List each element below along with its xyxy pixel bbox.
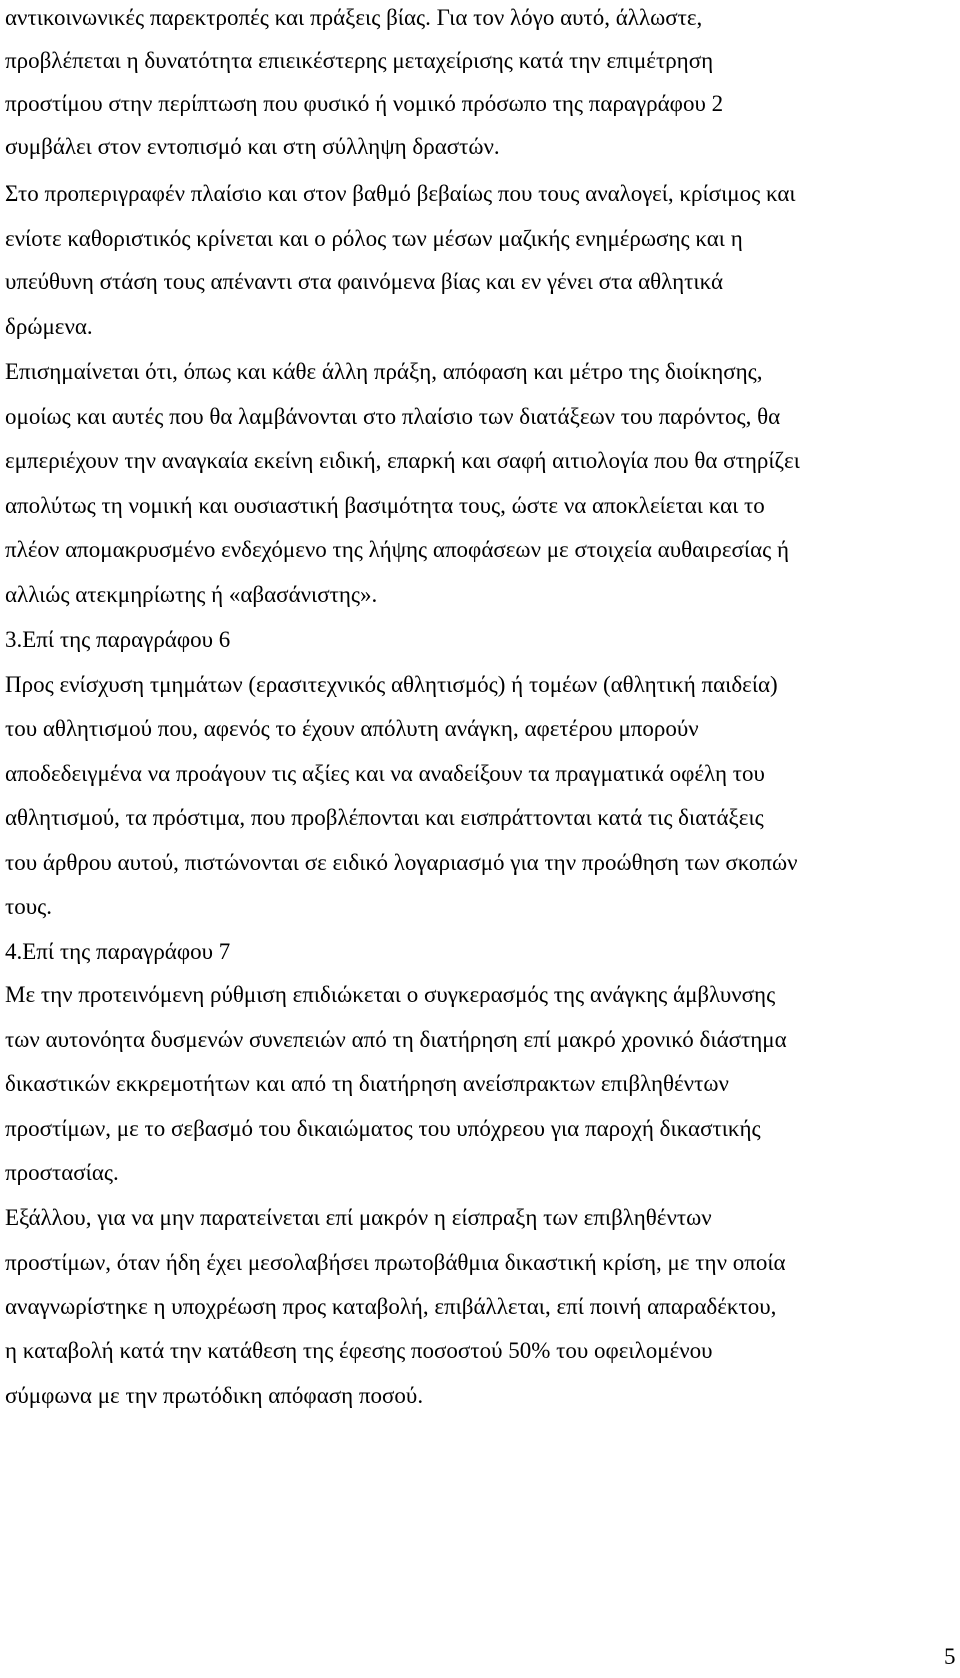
text-line: αλλιώς ατεκμηρίωτης ή «αβασάνιστης». [5,582,378,607]
text-line: δρώμενα. [5,314,93,339]
text-line: αναγνωρίστηκε η υποχρέωση προς καταβολή, επιβάλλεται, επί ποινή απαραδέκτου, [5,1294,777,1319]
text-line: απολύτως τη νομική και ουσιαστική βασιμότητα τους, ώστε να αποκλείεται και το [5,493,765,518]
text-line: του άρθρου αυτού, πιστώνονται σε ειδικό λογαριασμό για την προώθηση των σκοπών [5,850,798,875]
text-line: εμπεριέχουν την αναγκαία εκείνη ειδική, επαρκή και σαφή αιτιολογία που θα στηρίζει [5,448,800,473]
text-line: αποδεδειγμένα να προάγουν τις αξίες και να αναδείξουν τα πραγματικά οφέλη του [5,761,765,786]
text-line: προστίμων, όταν ήδη έχει μεσολαβήσει πρωτοβάθμια δικαστική κρίση, με την οποία [5,1250,786,1275]
text-line: αντικοινωνικές παρεκτροπές και πράξεις βίας. Για τον λόγο αυτό, άλλωστε, [5,5,703,30]
text-line: πλέον απομακρυσμένο ενδεχόμενο της λήψης αποφάσεων με στοιχεία αυθαιρεσίας ή [5,537,789,562]
text-line: ομοίως και αυτές που θα λαμβάνονται στο πλαίσιο των διατάξεων του παρόντος, θα [5,404,781,429]
text-line: Επισημαίνεται ότι, όπως και κάθε άλλη πράξη, απόφαση και μέτρο της διοίκησης, [5,359,763,384]
text-line: προστίμου στην περίπτωση που φυσικό ή νομικό πρόσωπο της παραγράφου 2 [5,91,724,116]
text-line: αθλητισμού, τα πρόστιμα, που προβλέπονται και εισπράττονται κατά τις διατάξεις [5,805,764,830]
section-heading: 3.Επί της παραγράφου 6 [5,627,231,652]
text-line: συμβάλει στον εντοπισμό και στη σύλληψη δραστών. [5,134,500,159]
text-line: σύμφωνα με την πρωτόδικη απόφαση ποσού. [5,1383,424,1408]
text-line: Προς ενίσχυση τμημάτων (ερασιτεχνικός αθλητισμός) ή τομέων (αθλητική παιδεία) [5,672,778,697]
text-line: προστίμων, με το σεβασμό του δικαιώματος του υπόχρεου για παροχή δικαστικής [5,1116,761,1141]
text-line: Με την προτεινόμενη ρύθμιση επιδιώκεται ο συγκερασμός της ανάγκης άμβλυνσης [5,982,776,1007]
text-line: προστασίας. [5,1160,119,1185]
text-line: των αυτονόητα δυσμενών συνεπειών από τη διατήρηση επί μακρό χρονικό διάστημα [5,1027,787,1052]
text-line: Στο προπεριγραφέν πλαίσιο και στον βαθμό βεβαίως που τους αναλογεί, κρίσιμος και [5,181,796,206]
text-line: ενίοτε καθοριστικός κρίνεται και ο ρόλος των μέσων μαζικής ενημέρωσης και η [5,226,743,251]
text-line: η καταβολή κατά την κατάθεση της έφεσης ποσοστού 50% του οφειλομένου [5,1338,713,1363]
text-line: υπεύθυνη στάση τους απέναντι στα φαινόμενα βίας και εν γένει στα αθλητικά [5,269,724,294]
page-number: 5 [944,1644,956,1669]
text-line: του αθλητισμού που, αφενός το έχουν απόλυτη ανάγκη, αφετέρου μπορούν [5,716,699,741]
text-line: προβλέπεται η δυνατότητα επιεικέστερης μεταχείρισης κατά την επιμέτρηση [5,48,714,73]
text-line: δικαστικών εκκρεμοτήτων και από τη διατήρηση ανείσπρακτων επιβληθέντων [5,1071,729,1096]
text-line: Εξάλλου, για να μην παρατείνεται επί μακρόν η είσπραξη των επιβληθέντων [5,1205,712,1230]
section-heading: 4.Επί της παραγράφου 7 [5,939,231,964]
text-line: τους. [5,894,52,919]
